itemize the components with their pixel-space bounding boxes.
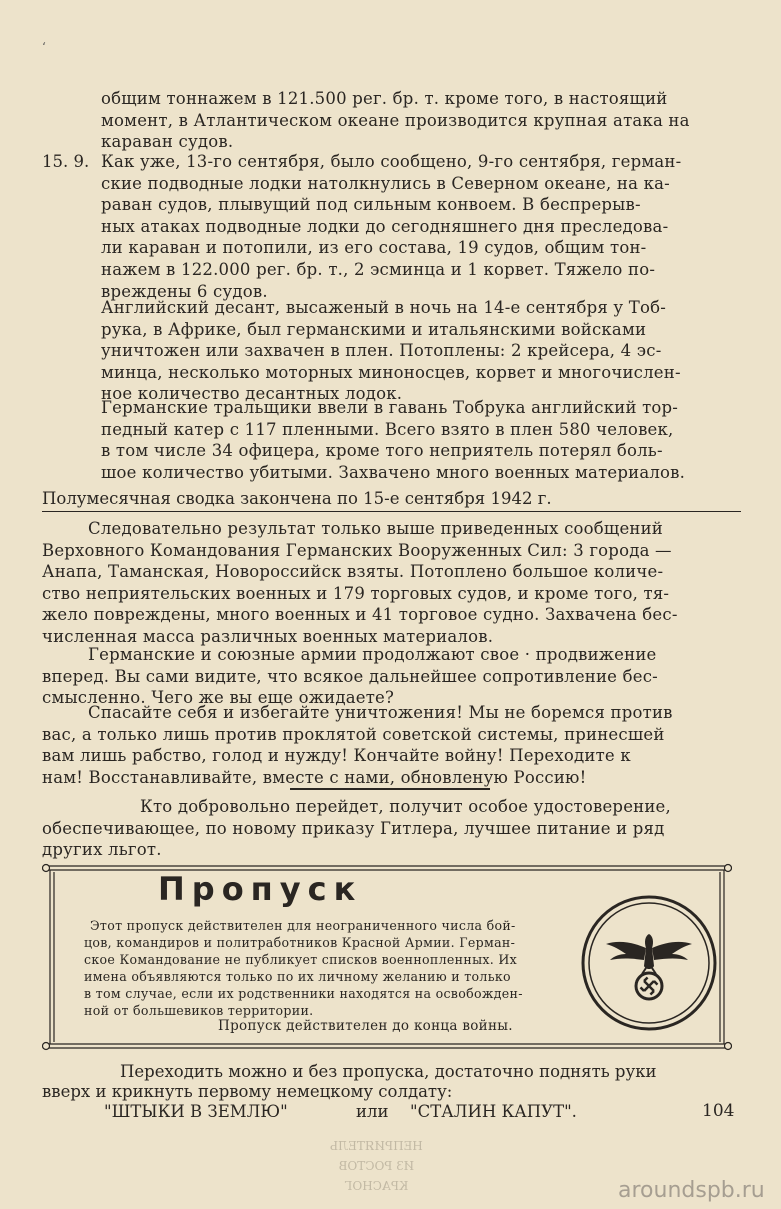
- text-line: вперед. Вы сами видите, что всякое дальнейшее сопротивление бес-: [42, 666, 658, 686]
- pass-validity: Пропуск действителен до конца войны.: [218, 1018, 513, 1034]
- paragraph-convoy: [101, 151, 681, 302]
- text-line: Верховного Командования Германских Вооруженных Сил: 3 города —: [42, 540, 672, 560]
- date-label: 15. 9.: [42, 152, 90, 171]
- text-line: Следовательно результат только выше приведенных сообщений: [88, 519, 664, 538]
- text-line: раван судов, плывущий под сильным конвоем. В беспрерыв-: [101, 195, 641, 215]
- text-line: Как уже, 13-го сентября, было сообщено, 9-го сентября, герман-: [101, 152, 682, 171]
- footer-line-2: вверх и крикнуть первому немецкому солдату:: [42, 1082, 453, 1101]
- text-line: КРАСНОГ: [344, 1179, 409, 1193]
- text-line: обеспечивающее, по новому приказу Гитлера, лучшее питание и ряд: [42, 818, 665, 838]
- text-line: шое количество убитыми. Захвачено много военных материалов.: [101, 462, 686, 482]
- text-line: ли караван и потопили, из его состава, 19 судов, общим тон-: [101, 238, 647, 258]
- text-line: цов, командиров и политработников Красной Армии. Герман-: [84, 935, 516, 950]
- slogan-or: или: [356, 1102, 389, 1121]
- pass-text: [84, 917, 523, 1019]
- text-line: Этот пропуск действителен для неограниченного числа бой-: [90, 918, 516, 933]
- text-line: уничтожен или захвачен в плен. Потоплены: 2 крейсера, 4 эс-: [101, 341, 662, 361]
- text-line: караван судов.: [101, 132, 234, 152]
- text-line: Английский десант, высаженый в ночь на 14-е сентября у Тоб-: [101, 298, 666, 317]
- text-line: Германские тральщики ввели в гавань Тобрука английский тор-: [101, 398, 679, 417]
- text-line: ных атаках подводные лодки до сегодняшнего дня преследова-: [101, 216, 669, 236]
- bleed-through-text: [330, 1136, 423, 1196]
- paragraph-tobruk-landing: [101, 297, 681, 405]
- text-line: ной от большевиков территории.: [84, 1003, 314, 1018]
- text-line: вреждены 6 судов.: [101, 281, 268, 301]
- text-line: минца, несколько моторных миноносцев, корвет и многочислен-: [101, 362, 681, 382]
- paragraph-advance: [42, 644, 658, 709]
- text-line: ство неприятельских военных и 179 торговых судов, и кроме того, тя-: [42, 583, 670, 603]
- text-line: общим тоннажем в 121.500 рег. бр. т. кроме того, в настоящий: [101, 89, 668, 108]
- text-line: численная масса различных военных материалов.: [42, 626, 494, 646]
- text-line: нажем в 122.000 рег. бр. т., 2 эсминца и 1 корвет. Тяжело по-: [101, 259, 656, 279]
- divider: [42, 511, 741, 512]
- footer-line-1: Переходить можно и без пропуска, достаточно поднять руки: [120, 1062, 657, 1081]
- text-line: момент, в Атлантическом океане производится крупная атака на: [101, 110, 690, 130]
- text-line: Кто добровольно перейдет, получит особое удостоверение,: [140, 797, 671, 816]
- text-line: ское Командование не публикует списков военнопленных. Их: [84, 952, 518, 967]
- text-line: вас, а только лишь против проклятой советской системы, принесшей: [42, 724, 665, 744]
- text-line: НЕПРИЯТЕЛЬ: [330, 1139, 423, 1153]
- summary-heading: Полумесячная сводка закончена по 15-е сентября 1942 г.: [42, 489, 552, 508]
- corner-mark: ʻ: [42, 40, 46, 54]
- text-line: вам лишь рабство, голод и нужду! Кончайте войну! Переходите к: [42, 746, 631, 766]
- text-line: педный катер с 117 пленными. Всего взято в плен 580 человек,: [101, 419, 674, 439]
- text-line: ские подводные лодки натолкнулись в Северном океане, на ка-: [101, 173, 670, 193]
- text-line: других льгот.: [42, 840, 162, 860]
- paragraph-results: [42, 518, 678, 648]
- slogan-left: "ШТЫКИ В ЗЕМЛЮ": [104, 1102, 288, 1121]
- text-line: Анапа, Таманская, Новороссийск взяты. Потоплено большое количе-: [42, 562, 664, 582]
- paragraph-appeal: [42, 702, 673, 788]
- short-divider: [290, 788, 490, 790]
- text-line: жело повреждены, много военных и 41 торговое судно. Захвачена бес-: [42, 605, 678, 625]
- paragraph-continuation: [101, 88, 690, 153]
- paragraph-minesweepers: [101, 397, 685, 483]
- text-line: Германские и союзные армии продолжают свое · продвижение: [88, 645, 657, 664]
- text-line: нам! Восстанавливайте, вместе с нами, обновленую Россию!: [42, 767, 587, 787]
- text-line: рука, в Африке, был германскими и итальянскими войсками: [101, 319, 647, 339]
- eagle-swastika-seal-icon: [580, 894, 718, 1032]
- slogan-right: "СТАЛИН КАПУТ".: [410, 1102, 577, 1121]
- text-line: ное количество десантных лодок.: [101, 384, 403, 404]
- text-line: Спасайте себя и избегайте уничтожения! Мы не боремся против: [88, 703, 673, 722]
- text-line: смысленно. Чего же вы еще ожидаете?: [42, 688, 395, 708]
- text-line: в том числе 34 офицера, кроме того неприятель потерял боль-: [101, 441, 663, 461]
- text-line: ИЗ РОСТОВ: [338, 1159, 415, 1173]
- site-watermark: aroundspb.ru: [618, 1178, 765, 1203]
- pass-title: Пропуск: [158, 870, 363, 908]
- page-number: 104: [702, 1101, 735, 1121]
- text-line: имена объявляются только по их личному желанию и только: [84, 969, 511, 984]
- paragraph-benefits: [42, 796, 671, 861]
- text-line: в том случае, если их родственники находятся на освобожден-: [84, 986, 523, 1001]
